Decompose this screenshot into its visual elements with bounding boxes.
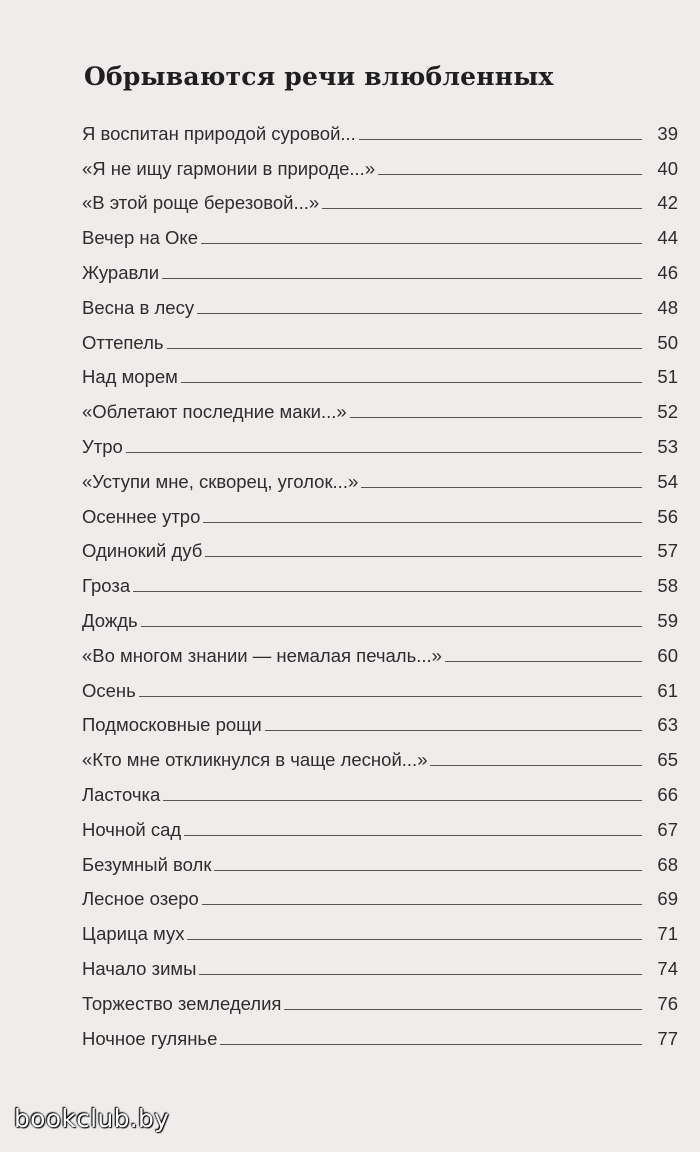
toc-entry <box>82 669 678 704</box>
toc-entry-title: Подмосковные рощи <box>82 714 262 736</box>
toc-entry <box>82 112 678 147</box>
watermark-text: bookclub.by <box>14 1104 170 1133</box>
toc-entry-page-number: 74 <box>657 957 678 979</box>
toc-entry <box>82 634 678 669</box>
toc-entry-title: «Облетают последние маки...» <box>82 401 347 423</box>
toc-leader-line <box>430 765 642 766</box>
toc-entry <box>82 738 678 773</box>
toc-entry-title: Утро <box>82 435 123 457</box>
toc-entry <box>82 182 678 217</box>
toc-entry-title: Ночное гулянье <box>82 1027 218 1049</box>
toc-entry-title: Весна в лесу <box>82 296 195 318</box>
section-heading: Обрываются речи влюбленных <box>84 62 554 91</box>
toc-entry-page-number: 40 <box>657 157 678 179</box>
table-of-contents <box>82 112 678 1052</box>
toc-leader-line <box>214 870 642 871</box>
toc-entry-page-number: 76 <box>657 992 678 1014</box>
toc-entry-page-number: 61 <box>657 679 678 701</box>
toc-entry-title: Торжество земледелия <box>82 992 282 1014</box>
toc-entry <box>82 982 678 1017</box>
toc-entry-page-number: 77 <box>657 1027 678 1049</box>
toc-leader-line <box>445 661 642 662</box>
toc-leader-line <box>139 696 642 697</box>
toc-entry-page-number: 44 <box>657 227 678 249</box>
toc-leader-line <box>203 522 642 523</box>
toc-entry-page-number: 39 <box>657 122 678 144</box>
toc-entry-page-number: 66 <box>657 783 678 805</box>
toc-leader-line <box>201 243 642 244</box>
toc-entry-page-number: 46 <box>657 261 678 283</box>
toc-entry-page-number: 48 <box>657 296 678 318</box>
toc-entry <box>82 564 678 599</box>
toc-entry-page-number: 69 <box>657 888 678 910</box>
toc-entry <box>82 495 678 530</box>
toc-entry <box>82 251 678 286</box>
toc-entry-page-number: 54 <box>657 470 678 492</box>
toc-entry-page-number: 52 <box>657 401 678 423</box>
toc-entry <box>82 773 678 808</box>
toc-entry-title: Осень <box>82 679 136 701</box>
toc-entry-page-number: 60 <box>657 644 678 666</box>
toc-entry <box>82 704 678 739</box>
toc-leader-line <box>184 835 642 836</box>
toc-entry-page-number: 42 <box>657 192 678 214</box>
toc-leader-line <box>284 1009 642 1010</box>
toc-entry-title: Вечер на Оке <box>82 227 198 249</box>
toc-entry-title: Журавли <box>82 261 160 283</box>
toc-entry-title: Осеннее утро <box>82 505 201 527</box>
toc-entry-page-number: 63 <box>657 714 678 736</box>
toc-entry <box>82 1017 678 1052</box>
toc-entry-title: Ласточка <box>82 783 161 805</box>
toc-leader-line <box>220 1044 642 1045</box>
toc-leader-line <box>126 452 642 453</box>
toc-entry-title: Царица мух <box>82 923 185 945</box>
toc-entry-page-number: 67 <box>657 818 678 840</box>
toc-entry-page-number: 71 <box>657 923 678 945</box>
toc-leader-line <box>265 730 642 731</box>
toc-leader-line <box>378 174 642 175</box>
toc-entry-title: Гроза <box>82 575 131 597</box>
toc-entry-page-number: 57 <box>657 540 678 562</box>
toc-leader-line <box>350 417 642 418</box>
toc-leader-line <box>199 974 642 975</box>
toc-entry-title: Дождь <box>82 609 138 631</box>
toc-entry-page-number: 53 <box>657 435 678 457</box>
toc-entry-page-number: 58 <box>657 575 678 597</box>
toc-entry-title: «Кто мне откликнулся в чаще лесной...» <box>82 749 428 771</box>
toc-leader-line <box>163 800 642 801</box>
toc-leader-line <box>361 487 642 488</box>
toc-entry-title: Я воспитан природой суровой... <box>82 122 356 144</box>
toc-entry-title: «Уступи мне, скворец, уголок...» <box>82 470 359 492</box>
toc-entry <box>82 425 678 460</box>
toc-entry <box>82 390 678 425</box>
toc-leader-line <box>167 348 642 349</box>
toc-leader-line <box>322 208 642 209</box>
toc-entry <box>82 912 678 947</box>
toc-entry-title: Оттепель <box>82 331 164 353</box>
toc-entry <box>82 843 678 878</box>
toc-entry-page-number: 51 <box>657 366 678 388</box>
toc-entry-title: «Я не ищу гармонии в природе...» <box>82 157 376 179</box>
toc-entry-page-number: 59 <box>657 609 678 631</box>
toc-entry-title: Ночной сад <box>82 818 182 840</box>
toc-entry <box>82 599 678 634</box>
toc-entry-title: «Во многом знании — немалая печаль...» <box>82 644 442 666</box>
toc-leader-line <box>205 556 642 557</box>
toc-entry-title: Начало зимы <box>82 957 197 979</box>
toc-entry-title: Безумный волк <box>82 853 212 875</box>
toc-leader-line <box>141 626 642 627</box>
toc-entry <box>82 460 678 495</box>
toc-entry <box>82 947 678 982</box>
toc-entry <box>82 530 678 565</box>
toc-entry <box>82 878 678 913</box>
toc-entry <box>82 216 678 251</box>
toc-entry-title: Лесное озеро <box>82 888 199 910</box>
toc-entry-page-number: 56 <box>657 505 678 527</box>
toc-entry-page-number: 50 <box>657 331 678 353</box>
toc-entry-title: Над морем <box>82 366 178 388</box>
toc-entry <box>82 321 678 356</box>
toc-leader-line <box>162 278 642 279</box>
toc-entry <box>82 808 678 843</box>
toc-leader-line <box>133 591 642 592</box>
toc-entry-title: «В этой роще березовой...» <box>82 192 320 214</box>
toc-entry <box>82 286 678 321</box>
toc-entry-title: Одинокий дуб <box>82 540 203 562</box>
toc-entry <box>82 147 678 182</box>
toc-entry-page-number: 65 <box>657 749 678 771</box>
toc-leader-line <box>359 139 642 140</box>
toc-entry-page-number: 68 <box>657 853 678 875</box>
toc-leader-line <box>181 382 642 383</box>
toc-leader-line <box>187 939 642 940</box>
toc-entry <box>82 356 678 391</box>
toc-leader-line <box>197 313 642 314</box>
toc-leader-line <box>202 904 642 905</box>
